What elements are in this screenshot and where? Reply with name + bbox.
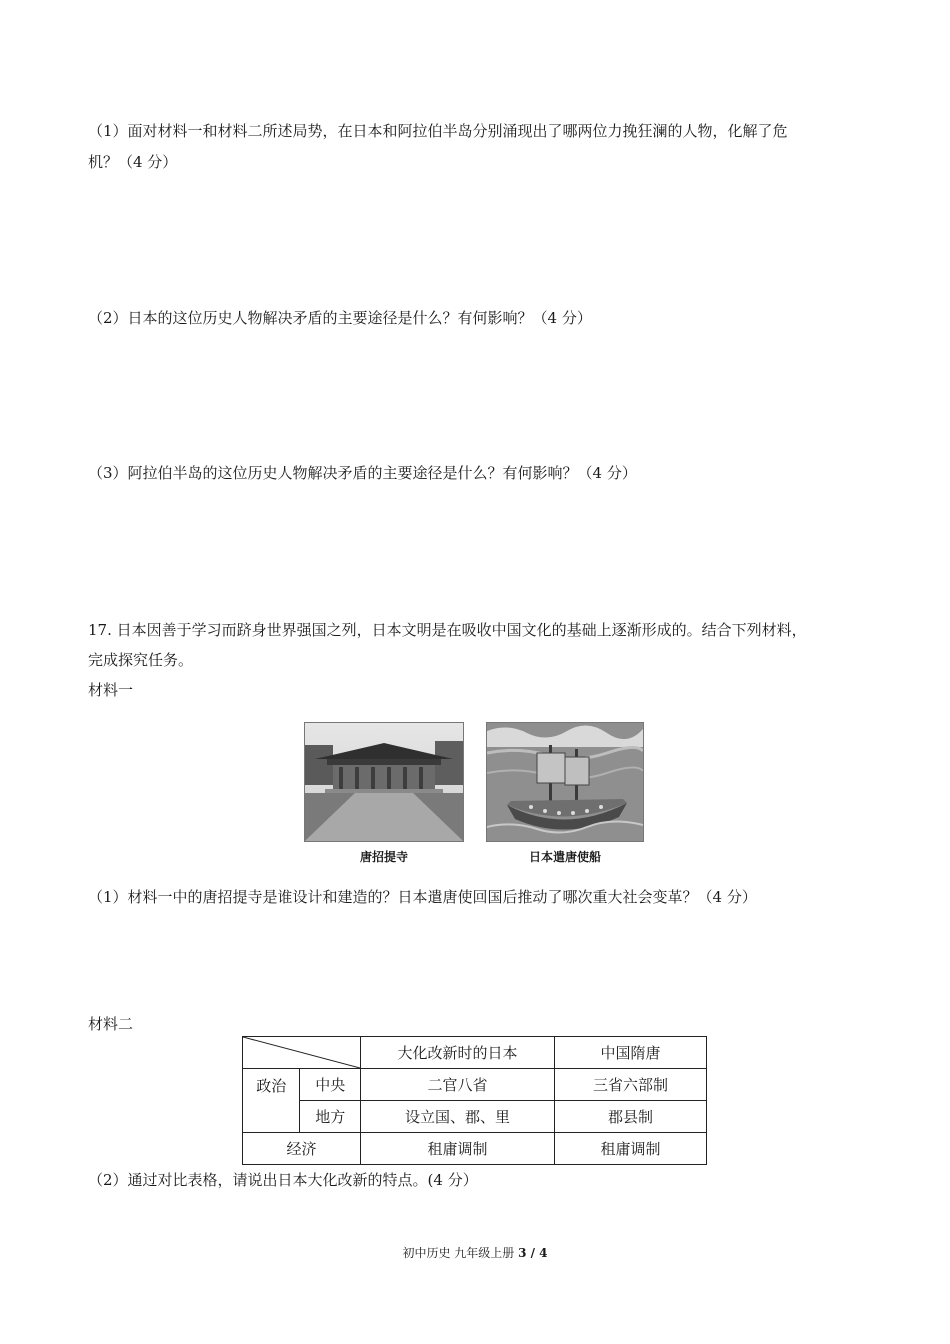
question-17-prompt-line1: 17. 日本因善于学习而跻身世界强国之列，日本文明是在吸收中国文化的基础上逐渐形成的。结合下列材料， [88, 621, 807, 639]
footer-text: 初中历史 九年级上册 [402, 1246, 519, 1260]
question-16-2: （2）日本的这位历史人物解决矛盾的主要途径是什么？有何影响？（4 分） [88, 309, 592, 327]
row-economy: 经济 [243, 1133, 361, 1165]
envoy-ship-image [486, 722, 644, 842]
cell-local-china: 郡县制 [555, 1101, 707, 1133]
table-row [243, 1101, 707, 1133]
page-footer [0, 1244, 950, 1261]
diagonal-line [243, 1037, 360, 1068]
header-china: 中国隋唐 [555, 1037, 707, 1069]
question-16-3: （3）阿拉伯半岛的这位历史人物解决矛盾的主要途径是什么？有何影响？（4 分） [88, 464, 637, 482]
question-17-prompt-line2: 完成探究任务。 [88, 651, 194, 669]
cell-economy-japan: 租庸调制 [361, 1133, 555, 1165]
toshodaiji-photo [304, 722, 464, 842]
table-header-row [243, 1037, 707, 1069]
cell-central-china: 三省六部制 [555, 1069, 707, 1101]
cell-local-japan: 设立国、郡、里 [361, 1101, 555, 1133]
toshodaiji-caption: 唐招提寺 [359, 850, 408, 864]
question-16-1-line1: （1）面对材料一和材料二所述局势，在日本和阿拉伯半岛分别涌现出了哪两位力挽狂澜的人物，化解了危 [88, 122, 788, 140]
cell-economy-china: 租庸调制 [555, 1133, 707, 1165]
question-17-2: （2）通过对比表格，请说出日本大化改新的特点。(4 分） [88, 1171, 478, 1189]
table-row [243, 1069, 707, 1101]
diagonal-header-cell [243, 1037, 361, 1069]
row-central: 中央 [300, 1069, 361, 1101]
envoy-ship-caption: 日本遣唐使船 [528, 850, 601, 864]
question-16-1-line2: 机？（4 分） [88, 153, 178, 171]
page-number: 3 / 4 [518, 1246, 548, 1260]
cell-central-japan: 二官八省 [361, 1069, 555, 1101]
material-1-label: 材料一 [88, 681, 134, 699]
row-local: 地方 [300, 1101, 361, 1133]
header-japan: 大化改新时的日本 [361, 1037, 555, 1069]
row-politics: 政治 [243, 1069, 300, 1133]
table-row [243, 1133, 707, 1165]
material-2-label: 材料二 [88, 1015, 134, 1033]
comparison-table [242, 1036, 707, 1165]
question-17-1: （1）材料一中的唐招提寺是谁设计和建造的？日本遣唐使回国后推动了哪次重大社会变革？（4 分） [88, 888, 757, 906]
